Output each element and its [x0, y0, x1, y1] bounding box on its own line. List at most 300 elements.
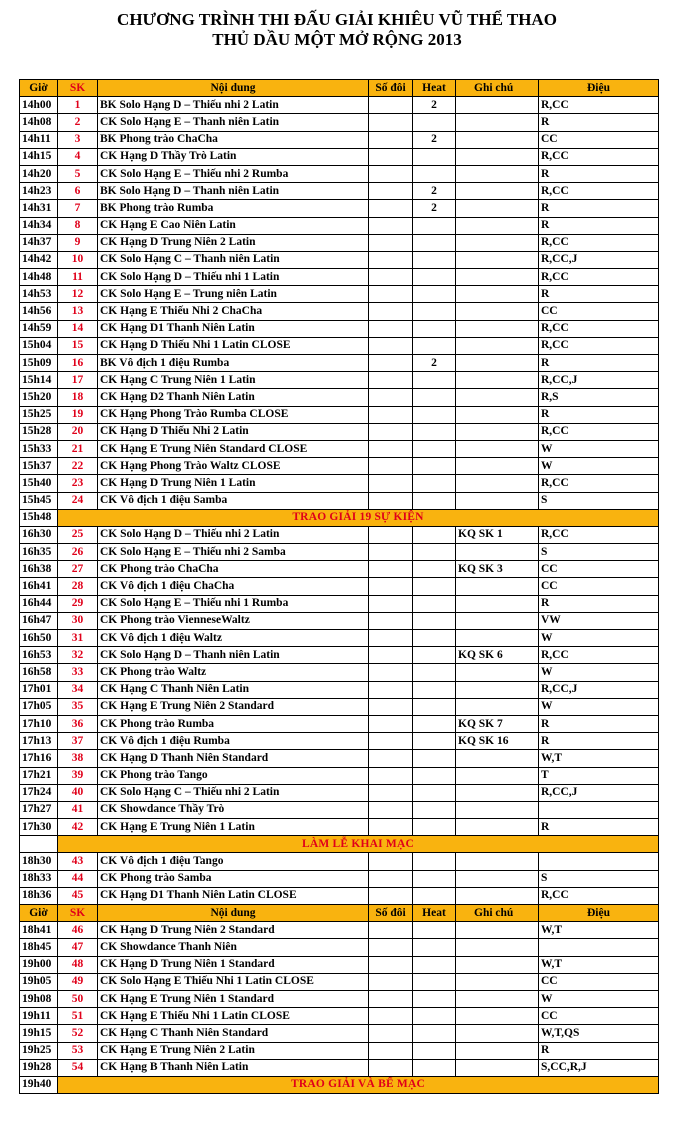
- cell-sk: 48: [58, 956, 98, 973]
- cell-noi-dung: CK Phong trào ChaCha: [98, 561, 369, 578]
- cell-sk: 21: [58, 440, 98, 457]
- cell-sk: 6: [58, 183, 98, 200]
- cell-noi-dung: CK Solo Hạng E – Thanh niên Latin: [98, 114, 369, 131]
- cell-time: 15h25: [20, 406, 58, 423]
- cell-ghi-chu: [456, 853, 539, 870]
- cell-ghi-chu: [456, 355, 539, 372]
- cell-dieu: R,CC,J: [539, 784, 659, 801]
- cell-heat: [413, 595, 456, 612]
- cell-ghi-chu: [456, 1008, 539, 1025]
- cell-heat: [413, 372, 456, 389]
- cell-noi-dung: CK Solo Hạng E – Thiếu nhi 2 Samba: [98, 544, 369, 561]
- cell-heat: [413, 973, 456, 990]
- cell-noi-dung: CK Hạng D Thầy Trò Latin: [98, 148, 369, 165]
- table-row: [20, 251, 659, 268]
- cell-sk: 51: [58, 1008, 98, 1025]
- cell-so-doi: [369, 630, 413, 647]
- cell-dieu: S: [539, 492, 659, 509]
- cell-so-doi: [369, 853, 413, 870]
- cell-so-doi: [369, 922, 413, 939]
- cell-sk: 3: [58, 131, 98, 148]
- cell-so-doi: [369, 1025, 413, 1042]
- cell-dieu: S: [539, 870, 659, 887]
- cell-noi-dung: CK Vô địch 1 điệu ChaCha: [98, 578, 369, 595]
- table-row: [20, 183, 659, 200]
- table-row: [20, 870, 659, 887]
- cell-noi-dung: CK Vô địch 1 điệu Samba: [98, 492, 369, 509]
- cell-heat: [413, 750, 456, 767]
- table-row: [20, 303, 659, 320]
- cell-dieu: R: [539, 595, 659, 612]
- cell-noi-dung: CK Hạng D1 Thanh Niên Latin: [98, 320, 369, 337]
- cell-noi-dung: CK Hạng D2 Thanh Niên Latin: [98, 389, 369, 406]
- cell-time: 15h33: [20, 440, 58, 457]
- table-row: [20, 97, 659, 114]
- cell-sk: 27: [58, 561, 98, 578]
- cell-so-doi: [369, 973, 413, 990]
- cell-dieu: R: [539, 200, 659, 217]
- cell-ghi-chu: [456, 131, 539, 148]
- cell-ghi-chu: [456, 973, 539, 990]
- cell-time: 15h20: [20, 389, 58, 406]
- cell-so-doi: [369, 148, 413, 165]
- cell-sk: 25: [58, 526, 98, 543]
- header-gio: Giờ: [20, 905, 58, 922]
- cell-heat: [413, 733, 456, 750]
- table-row: [20, 458, 659, 475]
- cell-dieu: R,CC,J: [539, 372, 659, 389]
- cell-time: 19h28: [20, 1059, 58, 1076]
- cell-sk: 39: [58, 767, 98, 784]
- table-header-row: [20, 905, 659, 922]
- cell-so-doi: [369, 217, 413, 234]
- cell-time: 14h15: [20, 148, 58, 165]
- cell-heat: [413, 664, 456, 681]
- cell-noi-dung: CK Vô địch 1 điệu Rumba: [98, 733, 369, 750]
- cell-time: 16h44: [20, 595, 58, 612]
- cell-heat: [413, 681, 456, 698]
- cell-sk: 10: [58, 251, 98, 268]
- cell-dieu: R: [539, 217, 659, 234]
- cell-so-doi: [369, 406, 413, 423]
- cell-ghi-chu: [456, 286, 539, 303]
- cell-sk: 38: [58, 750, 98, 767]
- cell-noi-dung: CK Hạng D Trung Niên 2 Latin: [98, 234, 369, 251]
- cell-time: 15h40: [20, 475, 58, 492]
- cell-so-doi: [369, 939, 413, 956]
- cell-ghi-chu: [456, 784, 539, 801]
- cell-heat: 2: [413, 200, 456, 217]
- cell-ghi-chu: [456, 114, 539, 131]
- cell-dieu: R,CC: [539, 148, 659, 165]
- page-title: CHƯƠNG TRÌNH THI ĐẤU GIẢI KHIÊU VŨ THỂ THAO: [117, 10, 557, 29]
- table-row: [20, 681, 659, 698]
- cell-heat: [413, 1025, 456, 1042]
- cell-heat: [413, 492, 456, 509]
- cell-so-doi: [369, 561, 413, 578]
- cell-so-doi: [369, 372, 413, 389]
- cell-dieu: R,CC: [539, 526, 659, 543]
- cell-so-doi: [369, 870, 413, 887]
- cell-so-doi: [369, 423, 413, 440]
- cell-time: 17h16: [20, 750, 58, 767]
- cell-time: 17h01: [20, 681, 58, 698]
- cell-sk: 37: [58, 733, 98, 750]
- cell-noi-dung: BK Solo Hạng D – Thiếu nhi 2 Latin: [98, 97, 369, 114]
- cell-sk: 22: [58, 458, 98, 475]
- cell-so-doi: [369, 251, 413, 268]
- table-row: [20, 853, 659, 870]
- cell-sk: 35: [58, 698, 98, 715]
- cell-ghi-chu: [456, 681, 539, 698]
- cell-time: 18h45: [20, 939, 58, 956]
- cell-time: 14h48: [20, 269, 58, 286]
- table-row: [20, 801, 659, 818]
- cell-ghi-chu: KQ SK 3: [456, 561, 539, 578]
- cell-so-doi: [369, 114, 413, 131]
- header-dieu: Điệu: [539, 80, 659, 97]
- cell-heat: [413, 234, 456, 251]
- cell-dieu: R,CC: [539, 337, 659, 354]
- cell-so-doi: [369, 440, 413, 457]
- table-row: [20, 440, 659, 457]
- cell-sk: 52: [58, 1025, 98, 1042]
- table-row: [20, 595, 659, 612]
- cell-time: 19h08: [20, 990, 58, 1007]
- cell-heat: [413, 561, 456, 578]
- cell-time: 16h58: [20, 664, 58, 681]
- table-row: [20, 475, 659, 492]
- cell-noi-dung: CK Phong trào Rumba: [98, 715, 369, 732]
- cell-so-doi: [369, 492, 413, 509]
- cell-so-doi: [369, 750, 413, 767]
- cell-dieu: R,CC,J: [539, 251, 659, 268]
- cell-sk: 7: [58, 200, 98, 217]
- cell-so-doi: [369, 337, 413, 354]
- header-heat: Heat: [413, 80, 456, 97]
- cell-time: 14h59: [20, 320, 58, 337]
- cell-so-doi: [369, 303, 413, 320]
- cell-noi-dung: BK Phong trào Rumba: [98, 200, 369, 217]
- cell-noi-dung: CK Hạng D1 Thanh Niên Latin CLOSE: [98, 887, 369, 904]
- cell-time: 16h41: [20, 578, 58, 595]
- event-label: LÀM LỄ KHAI MẠC: [58, 836, 659, 853]
- cell-dieu: CC: [539, 131, 659, 148]
- cell-so-doi: [369, 526, 413, 543]
- cell-so-doi: [369, 681, 413, 698]
- cell-time: 14h42: [20, 251, 58, 268]
- cell-ghi-chu: [456, 870, 539, 887]
- cell-time: 16h30: [20, 526, 58, 543]
- cell-heat: [413, 303, 456, 320]
- cell-ghi-chu: [456, 630, 539, 647]
- table-row: [20, 114, 659, 131]
- cell-time: 17h21: [20, 767, 58, 784]
- cell-so-doi: [369, 475, 413, 492]
- cell-time: 14h31: [20, 200, 58, 217]
- table-row: [20, 1042, 659, 1059]
- table-row: [20, 715, 659, 732]
- event-time: [20, 836, 58, 853]
- header-noi-dung: Nội dung: [98, 905, 369, 922]
- cell-sk: 13: [58, 303, 98, 320]
- cell-so-doi: [369, 990, 413, 1007]
- cell-dieu: W: [539, 664, 659, 681]
- cell-sk: 1: [58, 97, 98, 114]
- table-row: [20, 784, 659, 801]
- cell-ghi-chu: [456, 440, 539, 457]
- cell-time: 19h05: [20, 973, 58, 990]
- cell-ghi-chu: [456, 234, 539, 251]
- cell-dieu: R,CC: [539, 647, 659, 664]
- cell-time: 19h15: [20, 1025, 58, 1042]
- cell-so-doi: [369, 97, 413, 114]
- cell-heat: [413, 819, 456, 836]
- cell-time: 15h09: [20, 355, 58, 372]
- cell-dieu: R,CC: [539, 423, 659, 440]
- cell-ghi-chu: [456, 990, 539, 1007]
- cell-ghi-chu: KQ SK 16: [456, 733, 539, 750]
- cell-time: 17h10: [20, 715, 58, 732]
- cell-noi-dung: CK Hạng E Trung Niên 2 Standard: [98, 698, 369, 715]
- cell-time: 15h37: [20, 458, 58, 475]
- cell-time: 16h50: [20, 630, 58, 647]
- cell-noi-dung: CK Hạng E Trung Niên 1 Standard: [98, 990, 369, 1007]
- cell-ghi-chu: [456, 183, 539, 200]
- cell-dieu: R,CC,J: [539, 681, 659, 698]
- cell-time: 15h28: [20, 423, 58, 440]
- cell-so-doi: [369, 1008, 413, 1025]
- cell-dieu: VW: [539, 612, 659, 629]
- cell-sk: 53: [58, 1042, 98, 1059]
- cell-dieu: W,T: [539, 750, 659, 767]
- cell-ghi-chu: [456, 612, 539, 629]
- cell-noi-dung: CK Hạng Phong Trào Waltz CLOSE: [98, 458, 369, 475]
- table-row: [20, 234, 659, 251]
- event-label: TRAO GIẢI VÀ BẾ MẠC: [58, 1076, 659, 1093]
- cell-dieu: R: [539, 715, 659, 732]
- cell-dieu: R: [539, 114, 659, 131]
- cell-so-doi: [369, 733, 413, 750]
- cell-dieu: W,T: [539, 922, 659, 939]
- table-row: [20, 423, 659, 440]
- cell-sk: 41: [58, 801, 98, 818]
- cell-time: 14h34: [20, 217, 58, 234]
- table-row: [20, 767, 659, 784]
- table-row: [20, 990, 659, 1007]
- cell-ghi-chu: [456, 200, 539, 217]
- cell-ghi-chu: [456, 458, 539, 475]
- cell-noi-dung: CK Solo Hạng E – Thiếu nhi 1 Rumba: [98, 595, 369, 612]
- table-header-row: [20, 80, 659, 97]
- cell-ghi-chu: [456, 1059, 539, 1076]
- cell-heat: [413, 1042, 456, 1059]
- cell-ghi-chu: [456, 165, 539, 182]
- cell-dieu: R,CC: [539, 887, 659, 904]
- cell-dieu: R,CC: [539, 234, 659, 251]
- cell-sk: 24: [58, 492, 98, 509]
- table-row: [20, 956, 659, 973]
- cell-noi-dung: CK Hạng E Trung Niên 2 Latin: [98, 1042, 369, 1059]
- cell-time: 16h53: [20, 647, 58, 664]
- cell-heat: [413, 165, 456, 182]
- header-heat: Heat: [413, 905, 456, 922]
- cell-so-doi: [369, 715, 413, 732]
- cell-ghi-chu: [456, 801, 539, 818]
- cell-heat: [413, 337, 456, 354]
- cell-time: 14h37: [20, 234, 58, 251]
- table-row: [20, 647, 659, 664]
- cell-ghi-chu: [456, 578, 539, 595]
- cell-heat: [413, 440, 456, 457]
- cell-noi-dung: CK Phong trào Waltz: [98, 664, 369, 681]
- cell-so-doi: [369, 578, 413, 595]
- cell-ghi-chu: [456, 372, 539, 389]
- cell-sk: 5: [58, 165, 98, 182]
- cell-heat: [413, 458, 456, 475]
- table-row: [20, 1008, 659, 1025]
- cell-sk: 8: [58, 217, 98, 234]
- cell-noi-dung: CK Hạng E Trung Niên Standard CLOSE: [98, 440, 369, 457]
- cell-sk: 46: [58, 922, 98, 939]
- cell-time: 17h30: [20, 819, 58, 836]
- cell-dieu: R: [539, 165, 659, 182]
- table-row: [20, 200, 659, 217]
- cell-noi-dung: CK Solo Hạng E – Trung niên Latin: [98, 286, 369, 303]
- table-row: [20, 698, 659, 715]
- cell-noi-dung: CK Solo Hạng E Thiếu Nhi 1 Latin CLOSE: [98, 973, 369, 990]
- cell-noi-dung: CK Hạng Phong Trào Rumba CLOSE: [98, 406, 369, 423]
- cell-time: 19h11: [20, 1008, 58, 1025]
- cell-noi-dung: CK Hạng C Thanh Niên Latin: [98, 681, 369, 698]
- cell-noi-dung: CK Hạng D Trung Niên 2 Standard: [98, 922, 369, 939]
- cell-dieu: W,T: [539, 956, 659, 973]
- cell-time: 18h36: [20, 887, 58, 904]
- cell-dieu: R,CC: [539, 320, 659, 337]
- event-label: TRAO GIẢI 19 SỰ KIỆN: [58, 509, 659, 526]
- table-row: [20, 561, 659, 578]
- header-dieu: Điệu: [539, 905, 659, 922]
- cell-noi-dung: CK Solo Hạng E – Thiếu nhi 2 Rumba: [98, 165, 369, 182]
- cell-sk: 30: [58, 612, 98, 629]
- cell-time: 17h27: [20, 801, 58, 818]
- cell-ghi-chu: [456, 1042, 539, 1059]
- cell-so-doi: [369, 234, 413, 251]
- cell-heat: [413, 630, 456, 647]
- cell-so-doi: [369, 1042, 413, 1059]
- cell-dieu: [539, 801, 659, 818]
- cell-sk: 29: [58, 595, 98, 612]
- cell-so-doi: [369, 784, 413, 801]
- cell-noi-dung: CK Solo Hạng D – Thiếu nhi 2 Latin: [98, 526, 369, 543]
- cell-dieu: R: [539, 819, 659, 836]
- cell-time: 17h24: [20, 784, 58, 801]
- cell-sk: 17: [58, 372, 98, 389]
- cell-heat: [413, 389, 456, 406]
- cell-heat: [413, 578, 456, 595]
- table-row: [20, 372, 659, 389]
- cell-heat: [413, 406, 456, 423]
- cell-dieu: S,CC,R,J: [539, 1059, 659, 1076]
- cell-heat: 2: [413, 131, 456, 148]
- table-row: [20, 148, 659, 165]
- table-row: [20, 355, 659, 372]
- cell-ghi-chu: [456, 303, 539, 320]
- cell-ghi-chu: KQ SK 6: [456, 647, 539, 664]
- cell-so-doi: [369, 458, 413, 475]
- cell-noi-dung: CK Solo Hạng C – Thiếu nhi 2 Latin: [98, 784, 369, 801]
- cell-ghi-chu: [456, 544, 539, 561]
- table-row: [20, 612, 659, 629]
- cell-sk: 19: [58, 406, 98, 423]
- cell-time: 15h45: [20, 492, 58, 509]
- cell-sk: 12: [58, 286, 98, 303]
- cell-heat: [413, 286, 456, 303]
- cell-sk: 36: [58, 715, 98, 732]
- cell-ghi-chu: [456, 269, 539, 286]
- table-row: [20, 578, 659, 595]
- cell-time: 15h04: [20, 337, 58, 354]
- cell-ghi-chu: [456, 750, 539, 767]
- cell-noi-dung: CK Hạng E Thiếu Nhi 1 Latin CLOSE: [98, 1008, 369, 1025]
- table-row: [20, 819, 659, 836]
- cell-noi-dung: BK Phong trào ChaCha: [98, 131, 369, 148]
- cell-noi-dung: CK Hạng B Thanh Niên Latin: [98, 1059, 369, 1076]
- cell-sk: 54: [58, 1059, 98, 1076]
- cell-sk: 11: [58, 269, 98, 286]
- cell-so-doi: [369, 956, 413, 973]
- cell-so-doi: [369, 200, 413, 217]
- cell-noi-dung: CK Hạng D Thiếu Nhi 1 Latin CLOSE: [98, 337, 369, 354]
- cell-ghi-chu: [456, 97, 539, 114]
- cell-time: 15h14: [20, 372, 58, 389]
- schedule-body: [20, 80, 659, 1094]
- cell-dieu: R,CC: [539, 475, 659, 492]
- cell-ghi-chu: [456, 148, 539, 165]
- cell-so-doi: [369, 1059, 413, 1076]
- cell-dieu: [539, 853, 659, 870]
- cell-noi-dung: CK Hạng E Trung Niên 1 Latin: [98, 819, 369, 836]
- cell-heat: [413, 251, 456, 268]
- table-row: [20, 544, 659, 561]
- cell-heat: [413, 217, 456, 234]
- cell-heat: [413, 320, 456, 337]
- cell-time: 16h47: [20, 612, 58, 629]
- cell-so-doi: [369, 819, 413, 836]
- cell-sk: 50: [58, 990, 98, 1007]
- cell-time: 14h08: [20, 114, 58, 131]
- cell-sk: 2: [58, 114, 98, 131]
- event-row: [20, 509, 659, 526]
- cell-noi-dung: CK Hạng C Thanh Niên Standard: [98, 1025, 369, 1042]
- cell-ghi-chu: [456, 956, 539, 973]
- cell-noi-dung: CK Vô địch 1 điệu Waltz: [98, 630, 369, 647]
- cell-ghi-chu: [456, 922, 539, 939]
- cell-dieu: R: [539, 286, 659, 303]
- cell-dieu: T: [539, 767, 659, 784]
- cell-dieu: CC: [539, 303, 659, 320]
- cell-heat: [413, 148, 456, 165]
- cell-dieu: [539, 939, 659, 956]
- cell-sk: 16: [58, 355, 98, 372]
- cell-dieu: W: [539, 698, 659, 715]
- cell-so-doi: [369, 595, 413, 612]
- cell-ghi-chu: [456, 251, 539, 268]
- cell-ghi-chu: [456, 767, 539, 784]
- table-row: [20, 973, 659, 990]
- table-row: [20, 389, 659, 406]
- table-row: [20, 922, 659, 939]
